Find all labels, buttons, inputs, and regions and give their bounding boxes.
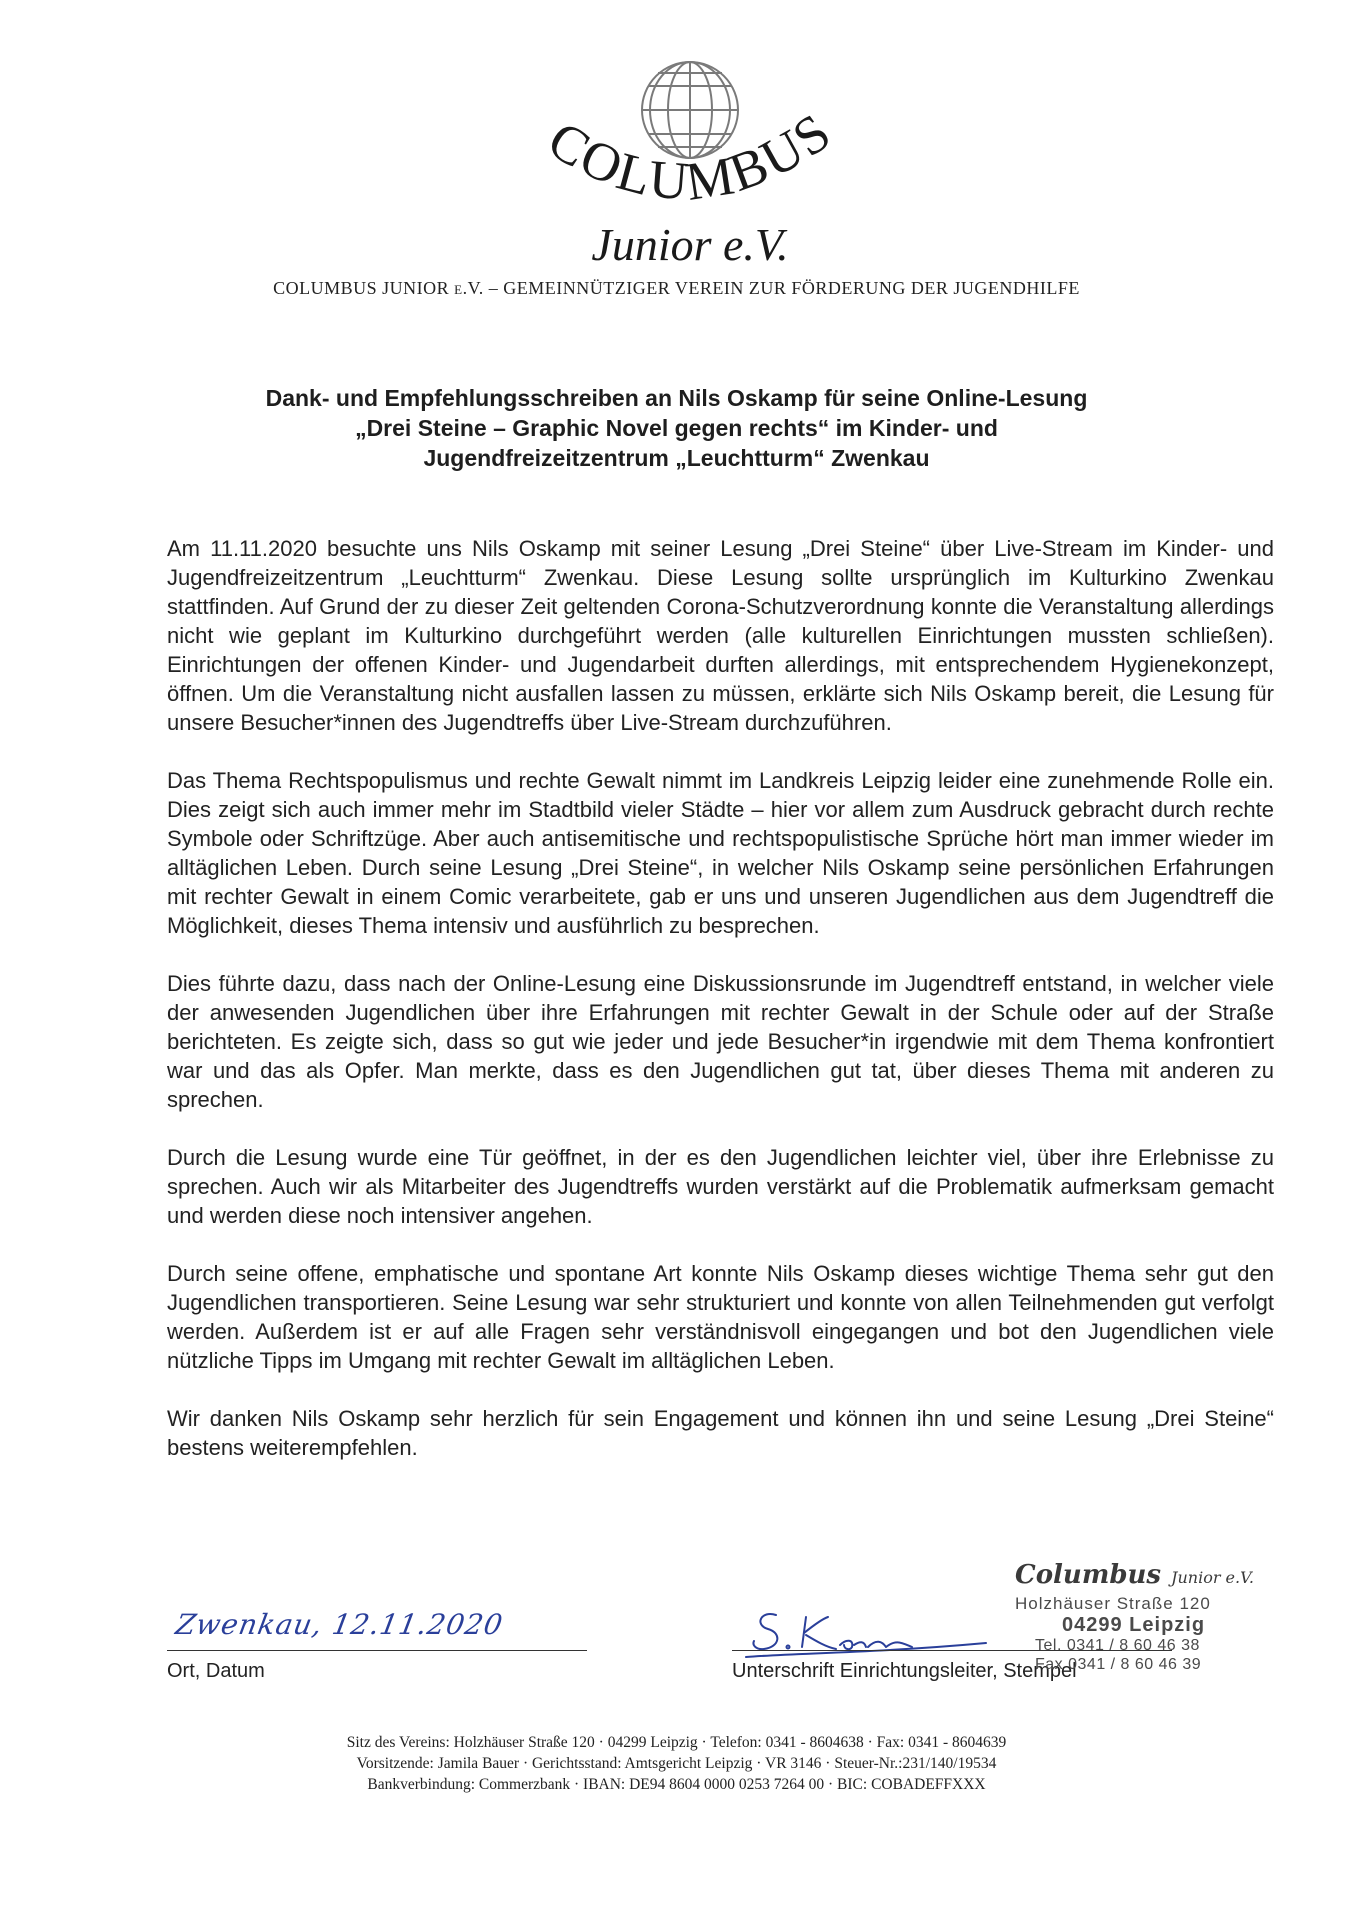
title-line: Jugendfreizeitzentrum „Leuchtturm“ Zwenkau: [423, 445, 930, 471]
handwritten-place-date: Zwenkau, 12.11.2020: [173, 1608, 506, 1641]
stamp-fax: Fax 0341 / 8 60 46 39: [1035, 1656, 1202, 1673]
body-paragraph: Das Thema Rechtspopulismus und rechte Gewalt nimmt im Landkreis Leipzig leider eine zunehmende Rolle ein. Dies zeigt sich auch immer mehr im Stadtbild vieler Städte – hier vor allem zum Ausdruck gebracht durch rechte Symbole oder Schriftzüge. Aber auch antisemitische und rechtspopulistische Sprüche hört man immer wieder im alltäglichen Leben. Durch seine Lesung „Drei Steine“, in welcher Nils Oskamp seine persönlichen Erfahrungen mit rechter Gewalt in einem Comic verarbeitete, gab er uns und unseren Jugendlichen aus dem Jugendtreff die Möglichkeit, dieses Thema intensiv und ausführlich zu besprechen.: [167, 768, 1274, 938]
organization-stamp: [985, 1560, 1285, 1690]
stamp-name-suffix: Junior e.V.: [1171, 1568, 1254, 1587]
letter-body: [167, 534, 1274, 1491]
logo-subtitle: Junior e.V.: [591, 219, 789, 270]
letter-footer: [0, 1732, 1353, 1795]
handwritten-signature: [736, 1595, 996, 1665]
letter-title: [150, 383, 1203, 473]
footer-line: Sitz des Vereins: Holzhäuser Straße 120 · 04299 Leipzig · Telefon: 0341 - 8604638 · Fax: 0341 - 8604639: [346, 1734, 1007, 1751]
title-line: „Drei Steine – Graphic Novel gegen rechts“ im Kinder- und: [355, 415, 998, 441]
columbus-logo: [520, 50, 860, 270]
organization-line: COLUMBUS JUNIOR e.V. – GEMEINNÜTZIGER VEREIN ZUR FÖRDERUNG DER JUGENDHILFE: [273, 278, 1080, 298]
place-date-line: [167, 1650, 587, 1651]
body-paragraph: Am 11.11.2020 besuchte uns Nils Oskamp mit seiner Lesung „Drei Steine“ über Live-Stream im Kinder- und Jugendfreizeitzentrum „Leuchtturm“ Zwenkau. Diese Lesung sollte ursprünglich im Kulturkino Zwenkau stattfinden. Auf Grund der zu dieser Zeit geltenden Corona-Schutzverordnung konnte die Veranstaltung allerdings nicht wie geplant im Kulturkino durchgeführt werden (alle kulturellen Einrichtungen mussten schließen). Einrichtungen der offenen Kinder- und Jugendarbeit durften allerdings, mit entsprechendem Hygienekonzept, öffnen. Um die Veranstaltung nicht ausfallen lassen zu müssen, erklärte sich Nils Oskamp bereit, die Lesung für unsere Besucher*innen des Jugendtreffs über Live-Stream durchzuführen.: [167, 536, 1274, 735]
stamp-city: 04299 Leipzig: [1062, 1614, 1206, 1636]
body-paragraph: Dies führte dazu, dass nach der Online-Lesung eine Diskussionsrunde im Jugendtreff entstand, in welcher viele der anwesenden Jugendlichen über ihre Erfahrungen mit rechter Gewalt in der Schule oder auf der Straße berichteten. Es zeigte sich, dass so gut wie jeder und jede Besucher*in irgendwie mit dem Thema konfrontiert war und das als Opfer. Man merkte, dass es den Jugendlichen gut tat, über dieses Thema mit anderen zu sprechen.: [167, 971, 1274, 1112]
title-line: Dank- und Empfehlungsschreiben an Nils Oskamp für seine Online-Lesung: [265, 385, 1088, 411]
logo-word: COLUMBUS: [537, 106, 843, 212]
stamp-tel: Tel. 0341 / 8 60 46 38: [1035, 1637, 1200, 1654]
footer-line: Bankverbindung: Commerzbank · IBAN: DE94 8604 0000 0253 7264 00 · BIC: COBADEFFXXX: [367, 1776, 986, 1793]
stamp-street: Holzhäuser Straße 120: [1015, 1594, 1211, 1613]
footer-line: Vorsitzende: Jamila Bauer · Gerichtsstand: Amtsgericht Leipzig · VR 3146 · Steuer-Nr.:231/140/19534: [356, 1755, 997, 1772]
stamp-name: [1015, 1560, 1254, 1590]
place-date-label: Ort, Datum: [167, 1660, 265, 1682]
body-paragraph: Durch die Lesung wurde eine Tür geöffnet, in der es den Jugendlichen leichter viel, über ihre Erlebnisse zu sprechen. Auch wir als Mitarbeiter des Jugendtreffs wurden verstärkt auf die Problematik aufmerksam gemacht und werden diese noch intensiver angehen.: [167, 1145, 1274, 1228]
body-paragraph: Wir danken Nils Oskamp sehr herzlich für sein Engagement und können ihn und seine Lesung „Drei Steine“ bestens weiterempfehlen.: [167, 1406, 1274, 1460]
svg-text:COLUMBUS: [538, 106, 843, 212]
stamp-name-main: Columbus: [1015, 1560, 1162, 1590]
body-paragraph: Durch seine offene, emphatische und spontane Art konnte Nils Oskamp dieses wichtige Thema sehr gut den Jugendlichen transportieren. Seine Lesung war sehr strukturiert und konnte von allen Teilnehmenden gut verfolgt werden. Außerdem ist er auf alle Fragen sehr verständnisvoll eingegangen und bot den Jugendlichen viele nützliche Tipps im Umgang mit rechter Gewalt im alltäglichen Leben.: [167, 1261, 1274, 1373]
signature-label: Unterschrift Einrichtungsleiter, Stempel: [732, 1660, 1077, 1682]
